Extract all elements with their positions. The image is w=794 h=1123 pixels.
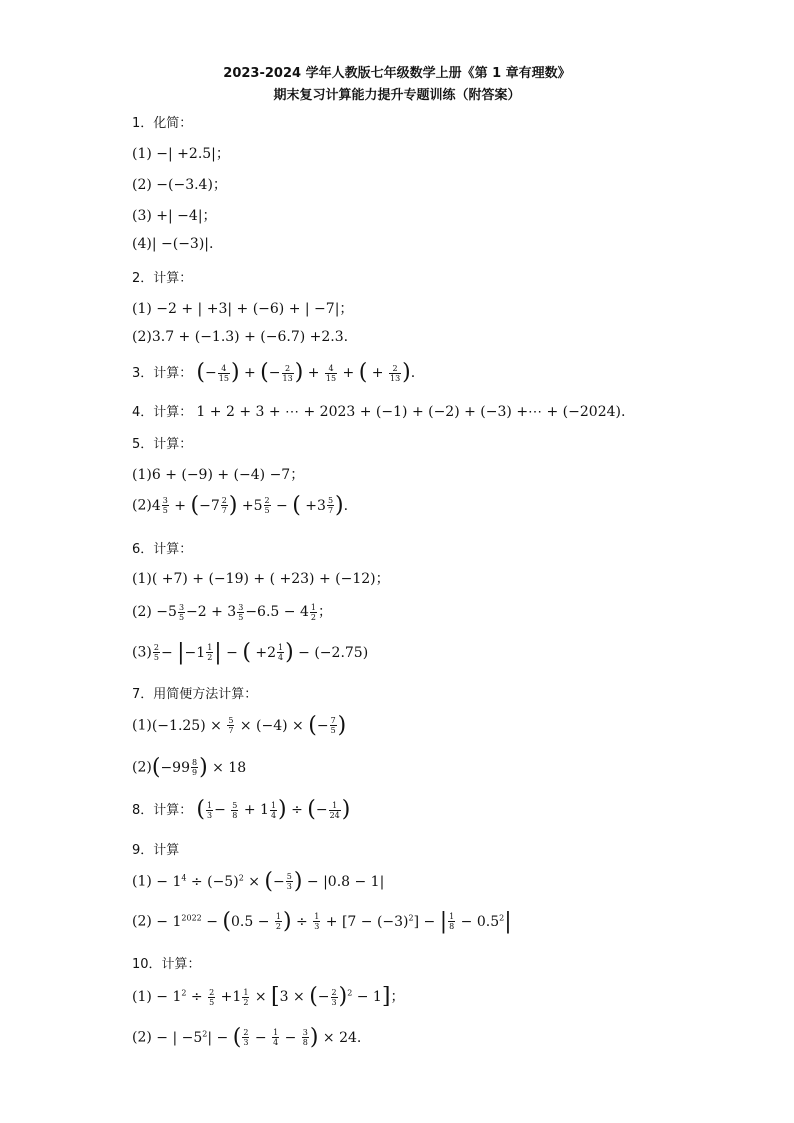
q5-part2-expression: 4 $\frac{3}{5}$ + (−7 $\frac{2}{7}$ ) +5 $\frac{2}{5}$ − ( +3 $\frac{5}{7}$ ). <box>151 492 349 518</box>
q4-expression: 1 + 2 + 3 + ⋯ + 2023 + (−1) + (−2) + (−3) +⋯ + (−2024). <box>196 404 626 420</box>
q1-label: 1．化简： <box>132 116 193 131</box>
q1-part1: (1) −| +2.5|； <box>132 146 230 162</box>
q9-part1-expression: − $1^4 \div (-5)^2$ × (− $\frac{5}{3}$ ) − |0.8 − 1| <box>151 868 385 894</box>
q8-line <box>132 799 350 820</box>
q10-part1-expression: − $1^2$ ÷ $\frac{2}{5}$ +1 $\frac{1}{2}$ × [3 × (− $\frac{2}{3}$ )$^2$ − 1]； <box>151 984 405 1009</box>
q10-label: 10．计算： <box>132 957 201 972</box>
q3-line <box>132 362 415 383</box>
q7-part1-expression: (−1.25) × $\frac{5}{7}$ × (−4) × (− $\frac{7}{5}$ ) <box>151 712 347 738</box>
q2-label: 2．计算： <box>132 271 193 286</box>
q3-expression: (− $\frac{4}{15}$ ) + (− $\frac{2}{13}$ ) + $\frac{4}{15}$ + ( + $\frac{2}{13}$ ). <box>196 360 416 385</box>
q7-part2-prefix: (2) <box>132 759 152 776</box>
q10-part2-prefix: (2) <box>132 1029 152 1046</box>
title-line-2: 期末复习计算能力提升专题训练（附答案） <box>273 88 521 103</box>
q9-part2-expression: − $1^{2022} - (0.5$ − $\frac{1}{2}$ ) ÷ $\frac{1}{3}$ + $[7 - (-3)^2]$ − | $\frac{1}{8}$ − $0.5^2|$ <box>151 908 512 934</box>
q6-part2-prefix: (2) <box>132 604 152 620</box>
q6-part2 <box>132 601 332 622</box>
q9-part2 <box>132 908 512 934</box>
q8-label: 8．计算： <box>132 803 193 818</box>
q10-part1-prefix: (1) <box>132 989 152 1005</box>
q7-part2 <box>132 754 247 780</box>
q5-part1: (1)6 + (−9) + (−4) −7； <box>132 467 305 483</box>
q9-part2-prefix: (2) <box>132 913 152 930</box>
q5-part2-prefix: (2) <box>132 497 152 514</box>
q1-part2: (2) −(−3.4)； <box>132 177 227 193</box>
q8-expression: ( $\frac{1}{3}$ − $\frac{5}{8}$ + 1 $\frac{1}{4}$ ) ÷ (− $\frac{1}{24}$ ) <box>196 797 351 822</box>
q3-label: 3．计算： <box>132 366 193 381</box>
q10-part2-expression: − | $-5^2|$ − ( $\frac{2}{3}$ − $\frac{1}{4}$ − $\frac{3}{8}$ ) × 24. <box>151 1024 362 1050</box>
q5-part2 <box>132 492 349 518</box>
q2-part2: (2)3.7 + (−1.3) + (−6.7) +2.3. <box>132 329 349 345</box>
q7-part2-expression: (−99 $\frac{8}{9}$ ) × 18 <box>151 754 247 780</box>
q2-part1: (1) −2 + | +3| + (−6) + | −7|； <box>132 301 354 317</box>
q9-part1-prefix: (1) <box>132 873 152 890</box>
q10-part1 <box>132 986 404 1007</box>
q4-label: 4．计算： <box>132 405 193 420</box>
q6-part2-expression: −5 $\frac{3}{5}$ −2 + 3 $\frac{3}{5}$ −6.5 − 4 $\frac{1}{2}$ ； <box>151 602 332 622</box>
q7-part1-prefix: (1) <box>132 717 152 734</box>
q1-part3: (3) +| −4|； <box>132 208 217 224</box>
title-line-1: 2023-2024 学年人教版七年级数学上册《第 1 章有理数》 <box>223 66 571 81</box>
q9-label: 9．计算 <box>132 843 180 858</box>
q10-part2 <box>132 1024 362 1050</box>
q6-part1: (1)( +7) + (−19) + ( +23) + (−12)； <box>132 571 390 587</box>
q7-label: 7．用简便方法计算： <box>132 687 258 702</box>
q6-part3 <box>132 639 369 665</box>
q1-part4: (4)| −(−3)|. <box>132 236 214 252</box>
q9-part1 <box>132 868 385 894</box>
q4-line <box>132 401 625 420</box>
q5-label: 5．计算： <box>132 437 193 452</box>
q6-part3-prefix: (3) <box>132 644 152 661</box>
q6-label: 6．计算： <box>132 542 193 557</box>
q7-part1 <box>132 712 347 738</box>
q6-part3-expression: $\frac{2}{5}$ − |−1 $\frac{1}{2}$ | − ( +2 $\frac{1}{4}$ ) − (−2.75) <box>153 639 369 665</box>
